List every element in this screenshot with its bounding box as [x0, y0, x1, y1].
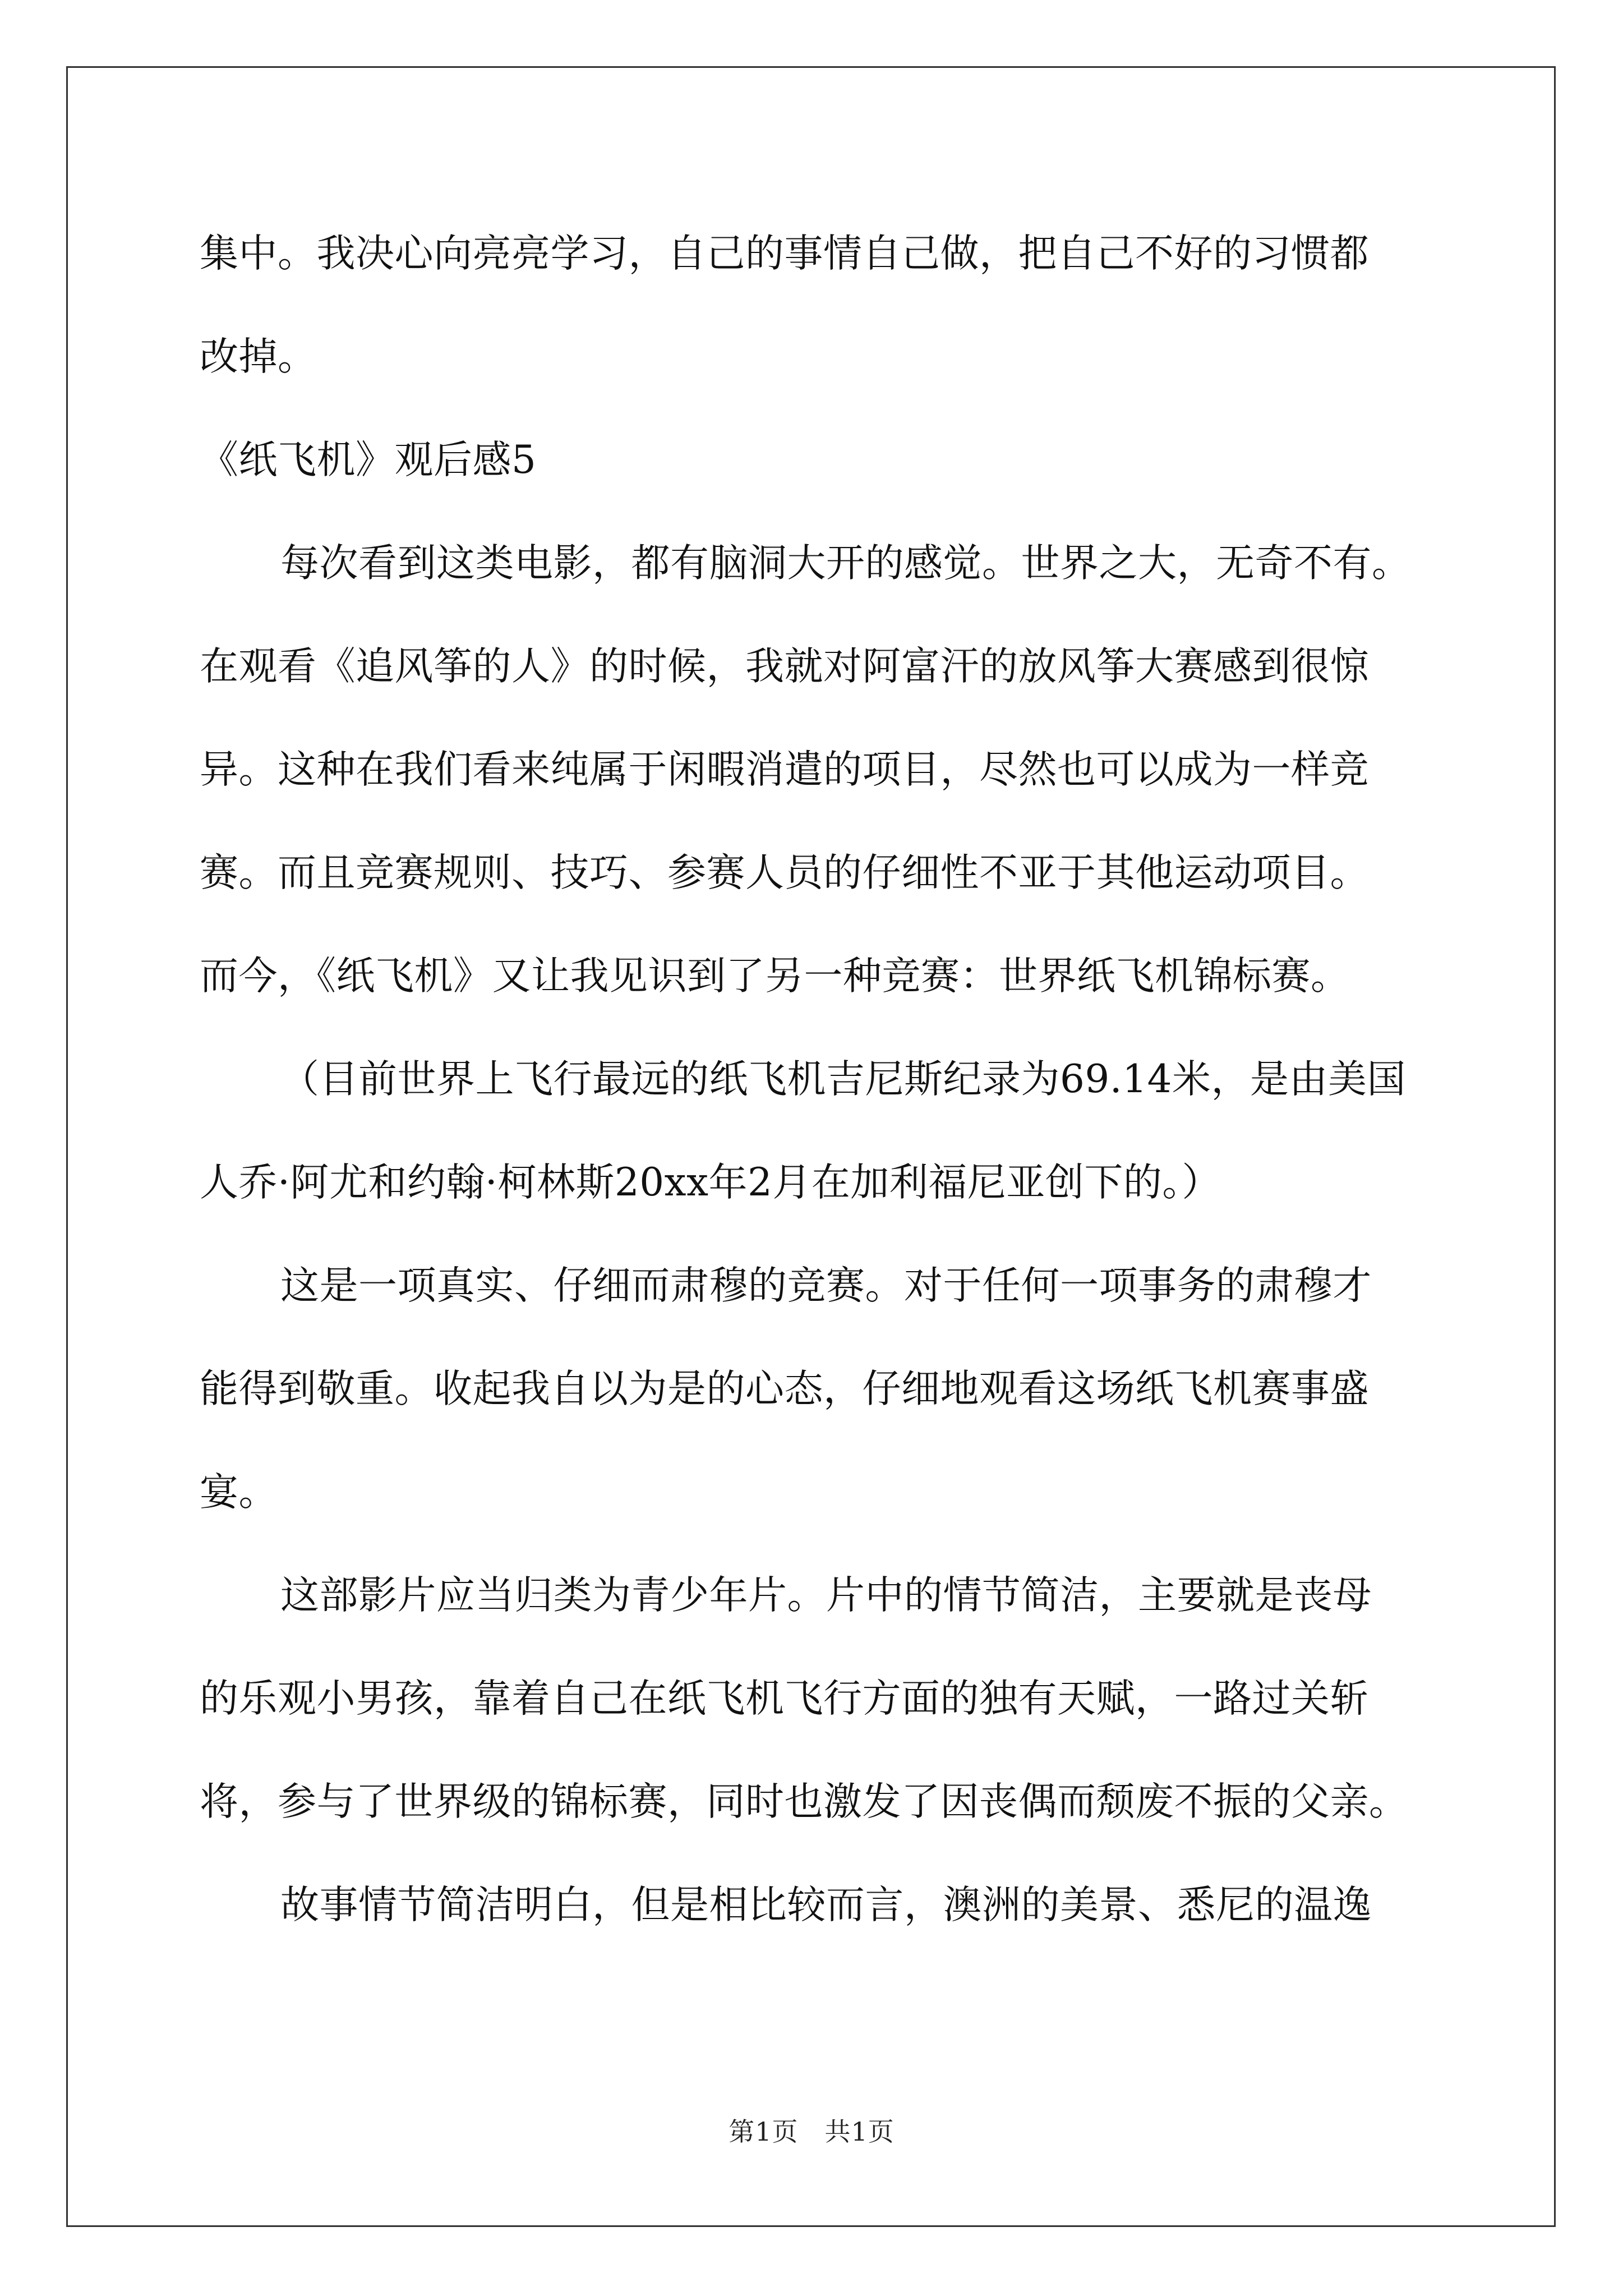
- text-line: 这部影片应当归类为青少年片。片中的情节简洁，主要就是丧母: [280, 1573, 1372, 1618]
- text-line: 在观看《追风筝的人》的时候，我就对阿富汗的放风筝大赛感到很惊: [200, 644, 1369, 689]
- text-line: 故事情节简洁明白，但是相比较而言，澳洲的美景、悉尼的温逸: [280, 1883, 1372, 1927]
- text-line: 宴。: [200, 1470, 278, 1515]
- text-line: 集中。我决心向亮亮学习，自己的事情自己做，把自己不好的习惯都: [200, 231, 1369, 276]
- text-line: （目前世界上飞行最远的纸飞机吉尼斯纪录为69.14米，是由美国: [280, 1057, 1407, 1102]
- text-line: 赛。而且竞赛规则、技巧、参赛人员的仔细性不亚于其他运动项目。: [200, 850, 1369, 895]
- text-line: 每次看到这类电影，都有脑洞大开的感觉。世界之大，无奇不有。: [280, 541, 1411, 586]
- text-line: 这是一项真实、仔细而肃穆的竞赛。对于任何一项事务的肃穆才: [280, 1263, 1372, 1308]
- text-line: 改掉。: [200, 334, 317, 379]
- document-body: [200, 202, 1433, 1957]
- text-line: 而今，《纸飞机》又让我见识到了另一种竞赛：世界纸飞机锦标赛。: [200, 954, 1350, 999]
- section-heading: 《纸飞机》观后感5: [200, 438, 537, 482]
- text-line: 能得到敬重。收起我自以为是的心态，仔细地观看这场纸飞机赛事盛: [200, 1366, 1369, 1411]
- page-footer: 第1页 共1页: [728, 2116, 895, 2147]
- text-line: 将，参与了世界级的锦标赛，同时也激发了因丧偶而颓废不振的父亲。: [200, 1779, 1408, 1824]
- text-line: 人乔·阿尤和约翰·柯林斯20xx年2月在加利福尼亚创下的。）: [200, 1160, 1221, 1205]
- text-line: 的乐观小男孩，靠着自己在纸飞机飞行方面的独有天赋，一路过关斩: [200, 1676, 1369, 1721]
- text-line: 异。这种在我们看来纯属于闲暇消遣的项目，尽然也可以成为一样竞: [200, 747, 1369, 792]
